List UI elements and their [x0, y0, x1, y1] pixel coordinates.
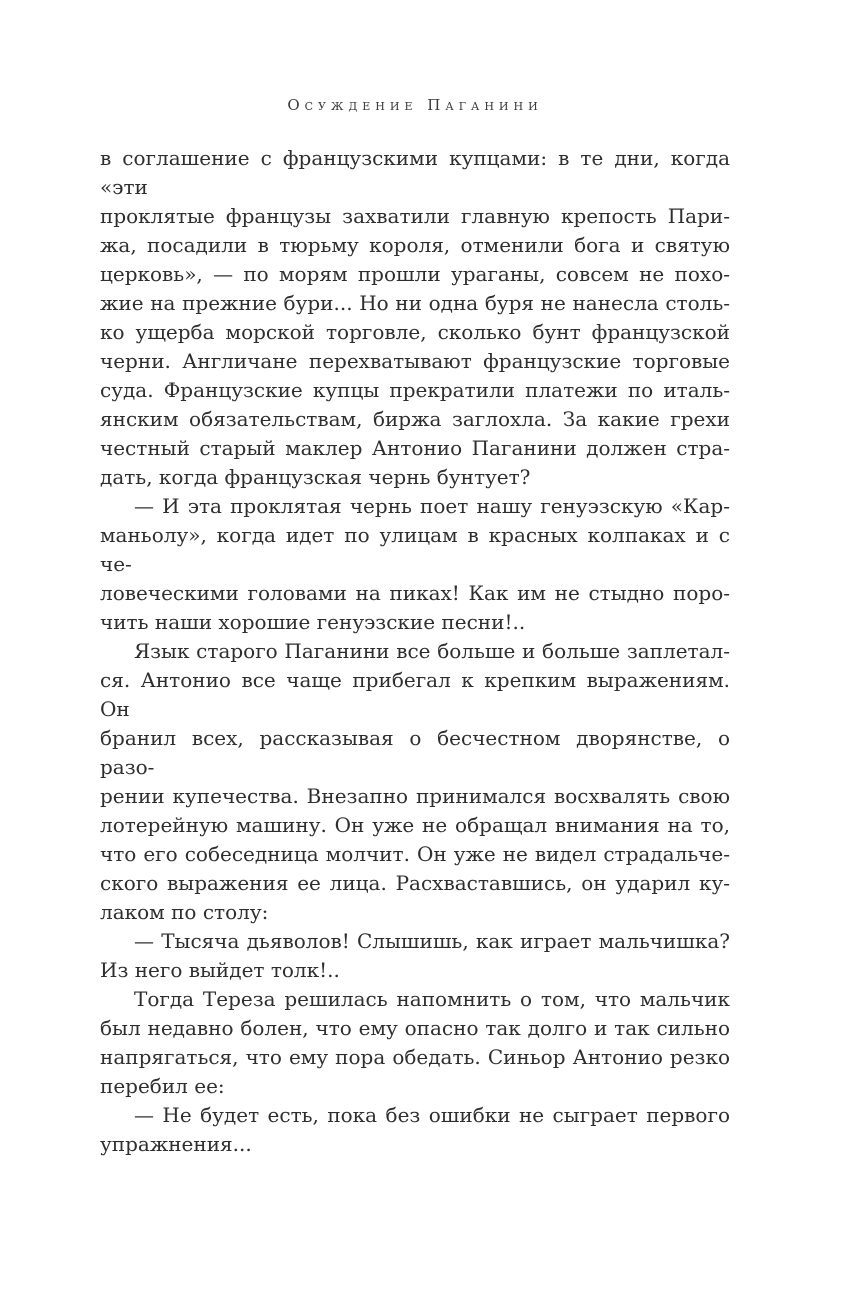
text-line: проклятые французы захватили главную крепость Пари- — [100, 204, 730, 228]
paragraph — [100, 985, 730, 1101]
text-line: честный старый маклер Антонио Паганини должен стра- — [100, 436, 730, 460]
text-line: Язык старого Паганини все больше и больше заплетал- — [134, 639, 730, 663]
text-line: бранил всех, рассказывая о бесчестном дворянстве, о разо- — [100, 726, 730, 779]
text-line: суда. Французские купцы прекратили платежи по италь- — [100, 378, 730, 402]
text-line: маньолу», когда идет по улицам в красных колпаках и с че- — [100, 523, 730, 576]
text-line: жа, посадили в тюрьму короля, отменили бога и святую — [100, 233, 730, 257]
text-line: — Тысяча дьяволов! Слышишь, как играет мальчишка? — [134, 929, 730, 953]
paragraph — [100, 144, 730, 492]
text-line: ся. Антонио все чаще прибегал к крепким выражениям. Он — [100, 668, 730, 721]
text-line: что его собеседница молчит. Он уже не видел страдальче- — [100, 842, 730, 866]
text-line: лаком по столу: — [100, 900, 269, 924]
text-line: чить наши хорошие генуэзские песни!.. — [100, 610, 526, 634]
paragraph — [100, 637, 730, 927]
text-line: Из него выйдет толк!.. — [100, 958, 340, 982]
text-line: черни. Англичане перехватывают французские торговые — [100, 349, 730, 373]
text-line: упражнения... — [100, 1132, 252, 1156]
text-line: церковь», — по морям прошли ураганы, совсем не похо- — [100, 262, 730, 286]
text-line: — Не будет есть, пока без ошибки не сыграет первого — [134, 1103, 730, 1127]
running-title: Осуждение Паганини — [287, 96, 543, 114]
text-line: жие на прежние бури... Но ни одна буря не нанесла столь- — [100, 291, 730, 315]
text-line: был недавно болен, что ему опасно так долго и так сильно — [100, 1016, 730, 1040]
text-line: ловеческими головами на пиках! Как им не стыдно поро- — [100, 581, 730, 605]
text-line: ко ущерба морской торговле, сколько бунт французской — [100, 320, 730, 344]
text-line: — И эта проклятая чернь поет нашу генуэзскую «Кар- — [134, 494, 730, 518]
text-line: лотерейную машину. Он уже не обращал внимания на то, — [100, 813, 730, 837]
text-line: ского выражения ее лица. Расхваставшись, он ударил ку- — [100, 871, 730, 895]
text-line: в соглашение с французскими купцами: в те дни, когда «эти — [100, 146, 730, 199]
text-line: рении купечества. Внезапно принимался восхвалять свою — [100, 784, 730, 808]
text-line: напрягаться, что ему пора обедать. Синьор Антонио резко — [100, 1045, 730, 1069]
paragraph — [100, 927, 730, 985]
text-line: перебил ее: — [100, 1074, 225, 1098]
text-line: дать, когда французская чернь бунтует? — [100, 465, 531, 489]
text-line: янским обязательствам, биржа заглохла. За какие грехи — [100, 407, 730, 431]
paragraph — [100, 492, 730, 637]
page-body — [100, 144, 730, 1159]
paragraph — [100, 1101, 730, 1159]
text-line: Тогда Тереза решилась напомнить о том, что мальчик — [134, 987, 730, 1011]
